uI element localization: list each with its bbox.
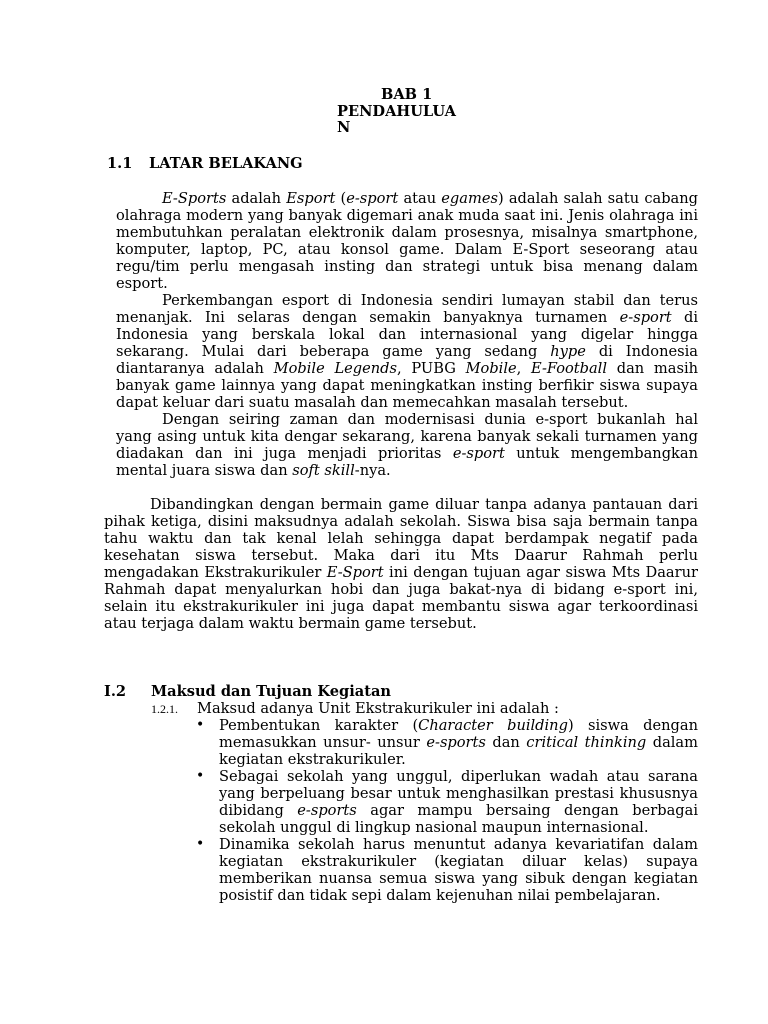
background-paragraphs [116, 190, 698, 479]
italic-term: e-sports [426, 734, 486, 751]
italic-term: hype [550, 343, 586, 360]
text-run: Perkembangan esport di Indonesia sendiri lumayan stabil dan terus menanjak. Ini selaras dengan semakin banyaknya turnamen [116, 292, 698, 326]
italic-term: e-sport [619, 309, 672, 326]
paragraph [116, 292, 698, 411]
chapter-number: BAB 1 [381, 86, 433, 103]
text-run: ( [335, 190, 347, 207]
list-item-text [219, 717, 698, 768]
text-run: Dengan seiring zaman dan modernisasi dunia e-sport bukanlah hal yang asing untuk kita dengar sekarang, karena banyak sekali turnamen yang diadakan dan ini juga menjadi prioritas [116, 411, 698, 462]
section-title: Maksud dan Tujuan Kegiatan [151, 683, 392, 700]
italic-term: Mobile [465, 360, 517, 377]
text-run: dan [485, 734, 527, 751]
section-number: 1.1 [107, 155, 133, 172]
paragraph [116, 411, 698, 479]
text-run: ini dengan tujuan agar siswa Mts Daarur Rahmah dapat menyalurkan hobi dan juga bakat-nya di bidang e-sport ini, selain itu ekstrakurikuler ini juga dapat membantu siswa agar terkoordinasi atau terjaga dalam waktu bermain game tersebut. [104, 564, 698, 632]
italic-term: e-sport [452, 445, 505, 462]
text-run: di Indonesia yang berskala lokal dan internasional yang digelar hingga sekarang. Mulai dari beberapa game yang sedang [116, 309, 699, 360]
text-run: -nya. [354, 462, 391, 479]
italic-term: E-Football [531, 360, 608, 377]
text-run: dalam kegiatan ekstrakurikuler. [219, 734, 698, 768]
section-heading-1-1 [107, 155, 303, 172]
text-run: Dibandingkan dengan bermain game diluar tanpa adanya pantauan dari pihak ketiga, disini maksudnya adalah sekolah. Siswa bisa saja bermain tanpa tahu waktu dan tak kenal lelah sehingga dapat berdampak negatif pada kesehatan siswa tersebut. Maka dari itu Mts Daarur Rahmah perlu mengadakan Ekstrakurikuler [104, 496, 698, 581]
text-run: ) siswa dengan memasukkan unsur- unsur [219, 717, 698, 751]
bullet-icon: • [196, 717, 205, 733]
text-run: , [516, 360, 532, 377]
bullet-icon: • [196, 768, 205, 784]
section-number: I.2 [104, 683, 127, 700]
subsection-title: Maksud adanya Unit Ekstrakurikuler ini adalah : [197, 700, 559, 717]
text-run: , PUBG [396, 360, 466, 377]
background-paragraph-4 [104, 496, 698, 632]
italic-term: soft skill [292, 462, 355, 479]
italic-term: Esport [286, 190, 336, 207]
list-item [194, 717, 698, 768]
list-item-text [219, 836, 698, 904]
italic-term: critical thinking [526, 734, 647, 751]
text-run: Pembentukan karakter ( [219, 717, 419, 734]
list-item [194, 768, 698, 836]
italic-term: Mobile Legends [273, 360, 397, 377]
chapter-title [337, 87, 467, 137]
italic-term: E-Sport [326, 564, 384, 581]
text-run: agar mampu bersaing dengan berbagai sekolah unggul di lingkup nasional maupun internasional. [219, 802, 698, 836]
chapter-name: PENDAHULUAN [337, 102, 456, 136]
text-run: dan masih banyak game lainnya yang dapat meningkatkan insting berfikir siswa supaya dapat keluar dari suatu masalah dan memecahkan masalah tersebut. [116, 360, 699, 411]
text-run: Dinamika sekolah harus menuntut adanya kevariatifan dalam kegiatan ekstrakurikuler (kegiatan diluar kelas) supaya memberikan nuansa semua siswa yang sibuk dengan kegiatan posistif dan tidak sepi dalam kejenuhan nilai pembelajaran. [219, 836, 698, 904]
paragraph [116, 190, 698, 292]
purpose-list [194, 717, 698, 904]
section-title: LATAR BELAKANG [149, 155, 303, 172]
italic-term: e-sport [346, 190, 399, 207]
italic-term: e-sports [297, 802, 357, 819]
text-run: adalah [226, 190, 287, 207]
bullet-icon: • [196, 836, 205, 852]
text-run: Sebagai sekolah yang unggul, diperlukan wadah atau sarana yang berpeluang besar untuk menghasilkan prestasi khususnya dibidang [219, 768, 698, 819]
subsection-heading [151, 700, 559, 717]
paragraph [104, 496, 698, 632]
text-run: atau [398, 190, 442, 207]
list-item-text [219, 768, 698, 836]
italic-term: E-Sports [162, 190, 227, 207]
list-item [194, 836, 698, 904]
italic-term: Character building [418, 717, 568, 734]
text-run: di Indonesia diantaranya adalah [116, 343, 698, 377]
italic-term: egames [441, 190, 498, 207]
section-heading-1-2 [104, 683, 391, 700]
text-run: ) adalah salah satu cabang olahraga modern yang banyak digemari anak muda saat ini. Jenis olahraga ini membutuhkan peralatan elektronik dalam prosesnya, misalnya smartphone, komputer, laptop, PC, atau konsol game. Dalam E-Sport seseorang atau regu/tim perlu mengasah insting dan strategi untuk bisa menang dalam esport. [116, 190, 698, 292]
subsection-number: 1.2.1. [151, 702, 178, 716]
text-run: untuk mengembangkan mental juara siswa dan [116, 445, 698, 479]
